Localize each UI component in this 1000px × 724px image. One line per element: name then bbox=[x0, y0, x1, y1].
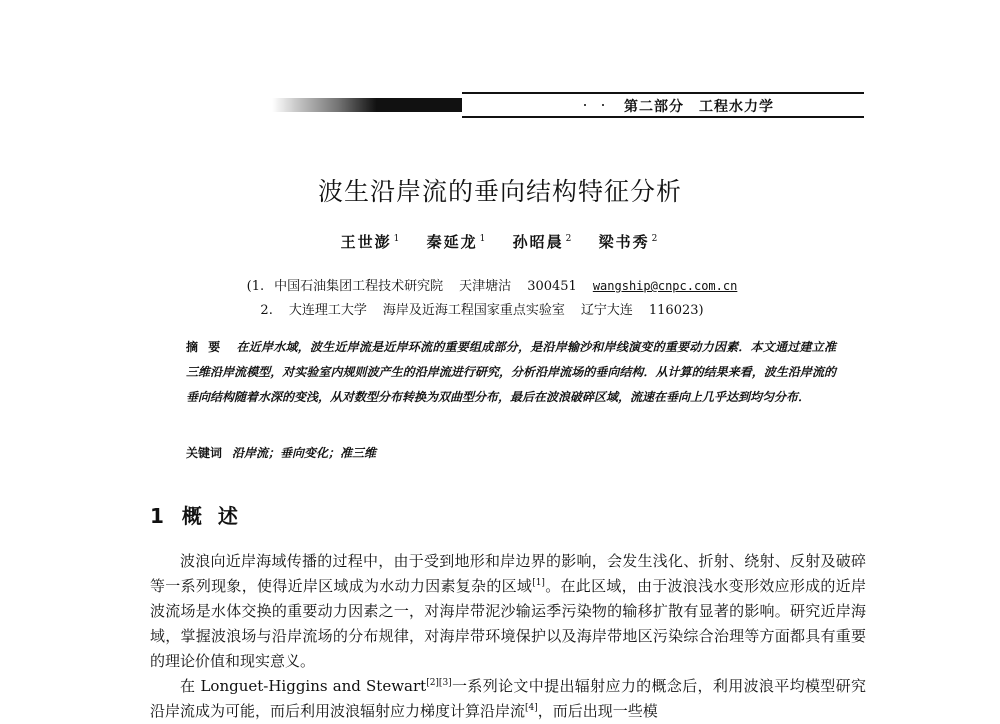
header-dot bbox=[602, 104, 604, 106]
author bbox=[513, 233, 574, 251]
keywords-label: 关键词 bbox=[186, 446, 223, 460]
affiliation-org: 中国石油集团工程技术研究院 bbox=[274, 279, 444, 294]
affiliation-prefix: 2. bbox=[260, 303, 273, 318]
affiliation-org: 大连理工大学 bbox=[288, 303, 367, 318]
section-heading bbox=[150, 500, 254, 529]
author-affiliation-mark: 1 bbox=[479, 234, 488, 244]
abstract-text: 在近岸水域，波生近岸流是近岸环流的重要组成部分，是沿岸输沙和岸线演变的重要动力因素．本文通过建立准三维沿岸流模型，对实验室内规则波产生的沿岸流进行研究，分析沿岸流场的垂向结构．从计算的结果来看，波生沿岸流的垂向结构随着水深的变浅，从对数型分布转换为双曲型分布，最后在波浪破碎区域，流速在垂向上几乎达到均匀分布． bbox=[186, 340, 836, 404]
author-name: 梁书秀 bbox=[598, 233, 650, 251]
paragraph-text: 在 Longuet-Higgins and Stewart bbox=[180, 677, 427, 695]
paragraph-text: 。在此区域，由于波浪浅水变形效应形成的近岸波流场是水体交换的重要动力因素之一，对海岸带泥沙输运季污染物的输移扩散有显著的影响。研究近岸海域，掌握波浪场与沿岸流场的分布规律，对海岸带环境保护以及海岸带地区污染综合治理等方面都具有重要的理论价值和现实意义。 bbox=[150, 577, 866, 670]
paragraph-text: 一系列论文中提出辐射应力的概念后，利用波浪平均模型研究沿岸流成为可能，而后利用波浪辐射应力梯度计算沿岸流 bbox=[150, 677, 866, 720]
keywords-text: 沿岸流；垂向变化；准三维 bbox=[232, 446, 377, 460]
affiliation-line-2 bbox=[0, 299, 982, 318]
paragraph-text: 波浪向近岸海域传播的过程中，由于受到地形和岸边界的影响，会发生浅化、折射、绕射、反射及破碎等一系列现象，使得近岸区域成为水动力因素复杂的区域 bbox=[150, 552, 866, 595]
header-rule-bottom bbox=[462, 116, 864, 118]
citation-ref[interactable]: [1] bbox=[532, 578, 545, 588]
author-name: 孙昭晨 bbox=[512, 233, 564, 251]
author bbox=[599, 233, 660, 251]
body-paragraph bbox=[150, 549, 866, 674]
author-name: 秦延龙 bbox=[426, 233, 478, 251]
affiliation-place: 辽宁大连 bbox=[580, 303, 633, 318]
affiliation-postcode: 300451 bbox=[527, 279, 577, 294]
header-rule-top bbox=[462, 92, 864, 94]
citation-ref[interactable]: [4] bbox=[525, 703, 538, 713]
section-number: 1 bbox=[150, 504, 164, 528]
keywords bbox=[186, 444, 836, 461]
author-name: 王世澎 bbox=[340, 233, 392, 251]
section-title: 概述 bbox=[181, 504, 254, 528]
citation-ref[interactable]: [2][3] bbox=[426, 678, 452, 688]
author-affiliation-mark: 1 bbox=[393, 234, 402, 244]
abstract-label: 摘要 bbox=[186, 340, 231, 354]
affiliation-prefix: (1. bbox=[246, 279, 265, 294]
header-section-label: 第二部分 工程水力学 bbox=[624, 99, 774, 115]
author-email-link[interactable]: wangship@cnpc.com.cn bbox=[592, 279, 738, 293]
author bbox=[341, 233, 402, 251]
body-paragraph bbox=[150, 674, 866, 724]
affiliation-place: 天津塘沽 bbox=[459, 279, 512, 294]
author bbox=[427, 233, 488, 251]
affiliation-line-1 bbox=[0, 275, 992, 294]
paragraph-text: ，而后出现一些模 bbox=[537, 702, 658, 720]
running-header bbox=[272, 92, 864, 122]
affiliation-lab: 海岸及近海工程国家重点实验室 bbox=[382, 303, 565, 318]
header-scan-bar bbox=[272, 98, 462, 112]
author-affiliation-mark: 2 bbox=[651, 234, 660, 244]
paper-title: 波生沿岸流的垂向结构特征分析 bbox=[317, 177, 682, 206]
affiliation-postcode: 116023) bbox=[648, 303, 704, 318]
author-list bbox=[0, 231, 1000, 252]
author-affiliation-mark: 2 bbox=[565, 234, 574, 244]
abstract bbox=[186, 335, 836, 410]
header-dot bbox=[584, 104, 586, 106]
